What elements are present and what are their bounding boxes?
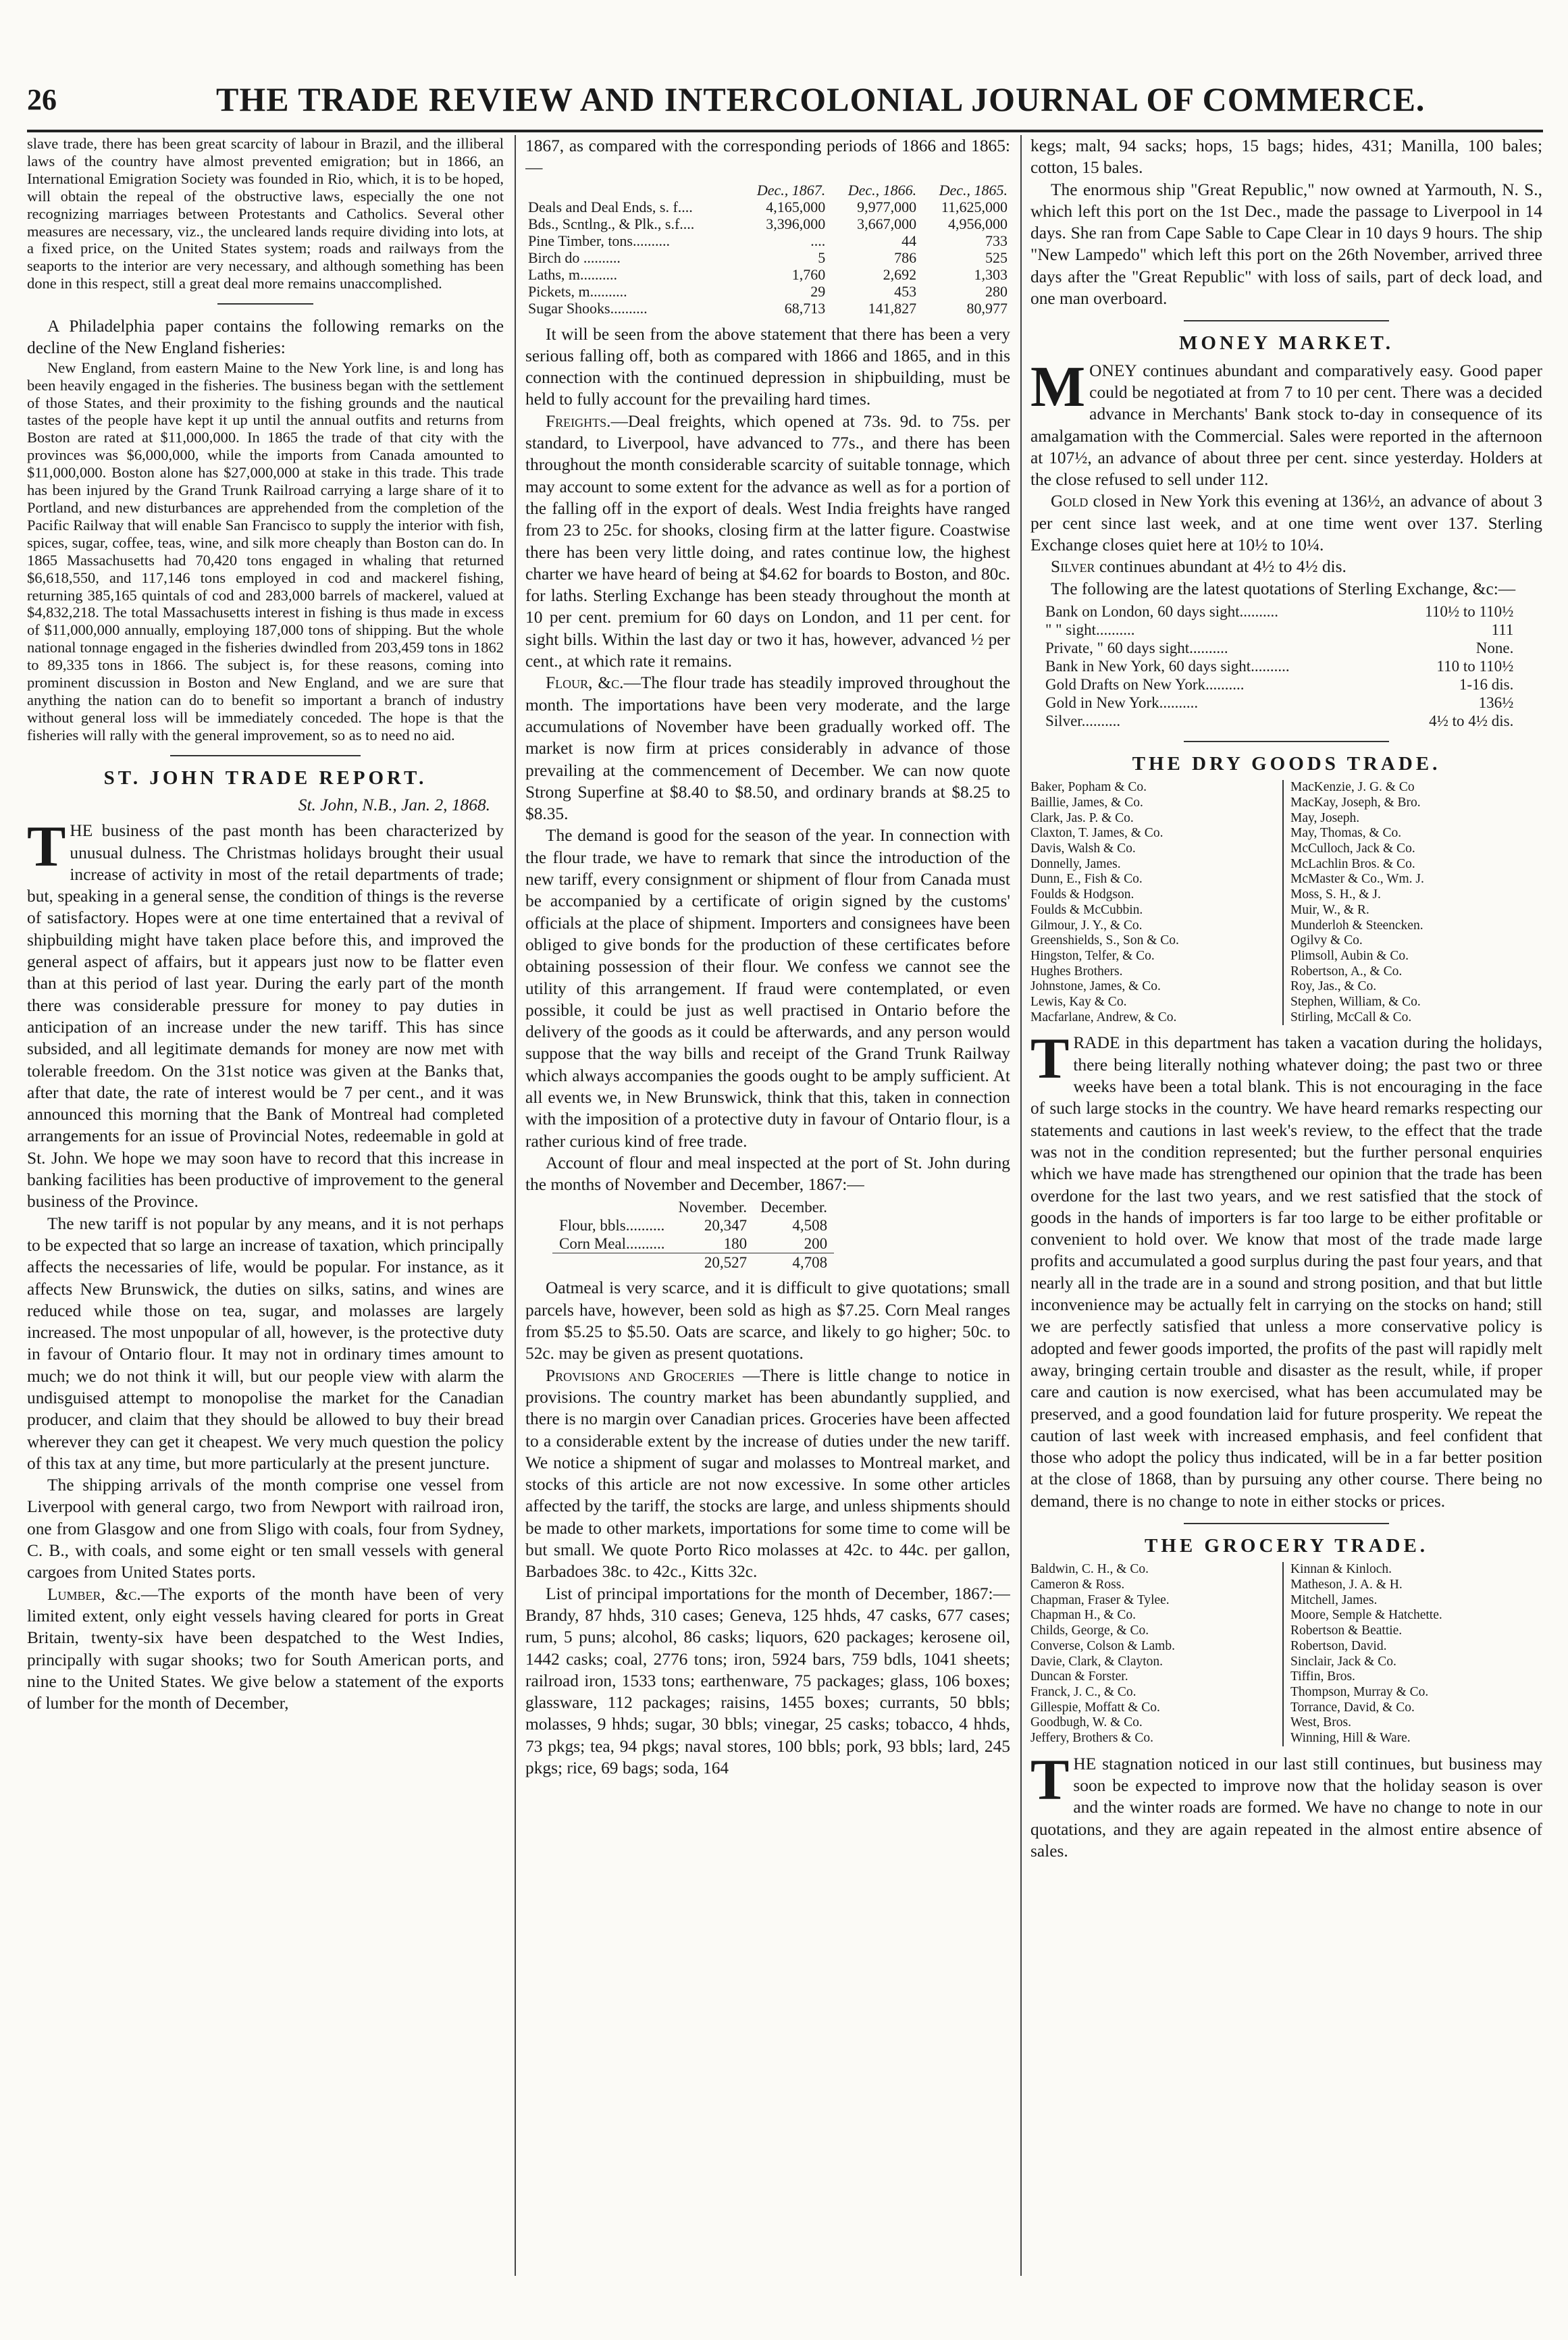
firm-name: Thompson, Murray & Co.: [1290, 1684, 1429, 1699]
firm-name: Converse, Colson & Lamb.: [1030, 1638, 1175, 1653]
firm-name: McMaster & Co., Wm. J.: [1290, 872, 1424, 887]
firm-name: Goodbugh, W. & Co.: [1030, 1715, 1143, 1730]
freights-label: Freights.: [546, 411, 611, 431]
cell: 200: [804, 1235, 828, 1253]
firm-name: May, Joseph.: [1290, 810, 1360, 825]
separator: [1184, 320, 1388, 321]
firm-name: Plimsoll, Aubin & Co.: [1290, 948, 1409, 963]
quotes-intro: The following are the latest quotations of Sterling Exchange, &c:—: [1051, 579, 1516, 598]
firm-list-left: [1030, 780, 1282, 1025]
table-row: [1044, 639, 1515, 657]
firm-name: Mitchell, James.: [1290, 1592, 1378, 1607]
table-corner: [552, 1198, 672, 1216]
firm-name: Roy, Jas., & Co.: [1290, 979, 1377, 994]
dry-goods-paragraph: [1030, 1026, 1542, 1512]
table-row: [525, 266, 1010, 283]
column-header: Dec., 1867.: [756, 181, 826, 199]
cell: 20,347: [704, 1217, 748, 1234]
table-row: [525, 300, 1010, 317]
row-label: Laths, m..........: [528, 265, 617, 283]
firm-name: Davie, Clark, & Clayton.: [1030, 1654, 1164, 1669]
stjohn-paragraph-2: The new tariff is not popular by any means, and it is not perhaps to be expected that so large an increase of taxation, which principally affects the necessaries of life, would be popular. For instance, as it affects New Brunswick, the duties on silks, satins, and wines are reduced while those on tea, sugar, and molasses are largely increased. The most unpopular of all, however, is the protective duty in favour of Ontario flour. It may not in ordinary times amount to much; we do not think it will, but our people view with alarm the undisguised attempt to monopolise the market for the Canadian producer, and claim that they should be allowed to buy their bread wherever they can get it cheapest. We very much question the policy of this tax at any time, but more particularly at the present juncture.: [27, 1214, 504, 1473]
quote-label: Bank on London, 60 days sight..........: [1045, 602, 1278, 620]
drop-cap: M: [1030, 353, 1086, 419]
column-divider: [1020, 135, 1022, 2276]
firm-name: Moore, Semple & Hatchette.: [1290, 1608, 1442, 1623]
cell: 68,713: [784, 299, 826, 317]
table-row: [552, 1234, 834, 1253]
stjohn-paragraph-3: The shipping arrivals of the month comprise one vessel from Liverpool with general cargo, two from Newport with railroad iron, one from Glasgow and one from Sligo with coals, four from Sydney, C. B., with coals, and some eight or ten small vessels with general cargoes from United States ports.: [27, 1476, 504, 1582]
cell: 11,625,000: [941, 198, 1008, 215]
flour-text: —The flour trade has steadily improved throughout the month. The importations have been very moderate, and the large accumulations of November have been gradually worked off. The market is now firm at prices considerably in advance of those prevailing at the commencement of December. We can now quote Strong Superfine at $8.40 to $8.50, and ordinary brands at $8.25 to $8.35.: [525, 673, 1010, 824]
quote-label: Private, " 60 days sight..........: [1045, 639, 1228, 656]
firm-name: Macfarlane, Andrew, & Co.: [1030, 1010, 1177, 1024]
firm-name: Torrance, David, & Co.: [1290, 1700, 1415, 1715]
silver-text: continues abundant at 4½ to 4½ dis.: [1095, 557, 1347, 577]
firm-name: Robertson, A., & Co.: [1290, 964, 1403, 979]
cell: 4,708: [754, 1253, 834, 1272]
cell: 4,508: [792, 1217, 828, 1234]
totals-row: [552, 1253, 834, 1272]
drop-cap: T: [27, 814, 66, 879]
gold-text: closed in New York this evening at 136½, an advance of about 3 per cent since last week, and at one time went over 137. Sterling Exchange closes quiet here at 10½ to 10¼.: [1030, 492, 1542, 555]
firm-name: Greenshields, S., Son & Co.: [1030, 933, 1179, 948]
table-corner: [525, 182, 737, 199]
money-text: ONEY continues abundant and comparatively easy. Good paper could be negotiated at from 7 to 10 per cent. There was a decided advance in Merchants' Bank stock to-day in consequence of its amalgamation with the Commercial. Sales were reported in the afternoon at 107½, an advance of about three per cent. since yesterday. Holders at the close refused to sell under 112.: [1030, 361, 1542, 490]
firm-name: Winning, Hill & Ware.: [1290, 1731, 1411, 1746]
firm-name: Chapman H., & Co.: [1030, 1608, 1136, 1623]
firm-name: Foulds & McCubbin.: [1030, 902, 1143, 917]
firm-name: Robertson, David.: [1290, 1638, 1387, 1653]
provisions-paragraph: [525, 1365, 1010, 1583]
row-label: [552, 1253, 672, 1272]
column-header: Dec., 1866.: [847, 181, 917, 199]
cell: 280: [985, 282, 1008, 300]
header-rule: [27, 130, 1543, 132]
row-label: Deals and Deal Ends, s. f....: [528, 198, 693, 215]
flour-inspection-table: [552, 1198, 834, 1272]
firm-name: Childs, George, & Co.: [1030, 1623, 1149, 1638]
seen-paragraph: It will be seen from the above statement that there has been a very serious falling off, both as compared with 1866 and 1865, and in this connection with the continued depression in shipbuilding, must be held to fully account for the prevailing hard times.: [525, 324, 1010, 409]
cell: ....: [810, 232, 826, 249]
cell: 80,977: [966, 299, 1008, 317]
table-row: [1044, 694, 1515, 712]
firm-name: Clark, Jas. P. & Co.: [1030, 810, 1134, 825]
cell: 1,303: [974, 265, 1008, 283]
firm-name: Muir, W., & R.: [1290, 902, 1369, 917]
firm-name: Lewis, Kay & Co.: [1030, 995, 1127, 1010]
firm-name: Hughes Brothers.: [1030, 964, 1123, 979]
column-3: [1030, 135, 1542, 2276]
table-row: [525, 199, 1010, 215]
lumber-text: —The exports of the month have been of very limited extent, only eight vessels having cleared for ports in Great Britain, twenty-six have been despatched to the West Indies, principally with sugar shooks; two for South American ports, and nine to the United States. We give below a statement of the exports of lumber for the month of December,: [27, 1584, 504, 1713]
table-row: [525, 283, 1010, 300]
stjohn-report-title: ST. JOHN TRADE REPORT.: [103, 766, 427, 789]
quote-label: Bank in New York, 60 days sight..........: [1045, 657, 1290, 675]
firm-name: Claxton, T. James, & Co.: [1030, 826, 1164, 841]
firm-name: Baldwin, C. H., & Co.: [1030, 1562, 1149, 1577]
drop-cap: T: [1030, 1746, 1070, 1812]
imports-paragraph: List of principal importations for the month of December, 1867:—Brandy, 87 hhds, 310 cases; Geneva, 125 hhds, 47 casks, 677 cases; rum, 5 puns; alcohol, 86 casks; liquors, 620 packages; kerosene oil, 1442 casks; coal, 2776 tons; iron, 5924 bars, 759 bdls, 1041 sheets; railroad iron, 1533 tons; earthenware, 75 packages; glass, 106 boxes; glassware, 112 packages; raisins, 1455 boxes; currants, 50 bbls; molasses, 9 hhds; sugar, 30 bbls; vinegar, 25 casks; tobacco, 4 hhds, 73 pkgs; tea, 94 pkgs; naval stores, 100 bbls; pork, 93 bbls; lard, 245 pkgs; rice, 69 bags; soda, 164: [525, 1584, 1010, 1777]
firm-name: McCulloch, Jack & Co.: [1290, 841, 1415, 856]
row-label: Pine Timber, tons..........: [528, 232, 670, 249]
firm-name: MacKenzie, J. G. & Co: [1290, 780, 1415, 795]
table-row: [1044, 657, 1515, 675]
firm-name: Kinnan & Kinloch.: [1290, 1562, 1392, 1577]
cell: 4,165,000: [766, 198, 826, 215]
grocery-firms: [1030, 1562, 1542, 1746]
firm-name: Ogilvy & Co.: [1290, 933, 1363, 948]
table-row: [1044, 675, 1515, 694]
row-label: Flour, bbls..........: [559, 1217, 665, 1234]
cell: 2,692: [883, 265, 917, 283]
cell: 3,667,000: [857, 215, 917, 232]
firm-name: Hingston, Telfer, & Co.: [1030, 948, 1155, 963]
money-paragraph: [1030, 353, 1542, 491]
page-number: 26: [27, 83, 57, 116]
table-row: [525, 249, 1010, 266]
imports-continued: kegs; malt, 94 sacks; hops, 15 bags; hides, 431; Manilla, 100 bales; cotton, 15 bales.: [1030, 136, 1542, 178]
table-row: [1044, 621, 1515, 639]
table-row: [1044, 602, 1515, 621]
gold-paragraph: [1030, 490, 1542, 556]
quote-value: 4½ to 4½ dis.: [1429, 712, 1514, 729]
cell: 1,760: [791, 265, 826, 283]
stjohn-paragraph-1: [27, 814, 504, 1212]
quote-value: 1-16 dis.: [1459, 675, 1514, 693]
quote-label: " " sight..........: [1045, 621, 1135, 638]
stjohn-paragraph-1-text: HE business of the past month has been characterized by unusual dulness. The Christmas holidays brought their usual increase of activity in most of the retail departments of trade; but, speaking in a general sense, the condition of things is the reverse of satisfactory. Hopes were at one time entertained that a revival of shipbuilding might have taken place before this, and improved the general aspect of affairs, but it appears just now to be flatter even than at this period of last year. During the early part of the month there was considerable pressure for money to pay duties in anticipation of an increase under the new tariff. This has since subsided, and all legitimate demands for money are now met with tolerable freedom. On the 31st notice was given at the Banks that, after that date, the rate of interest would be 7 per cent., and it was announced this morning that the Bank of Montreal had completed arrangements for an issue of Provincial Notes, redeemable in gold at St. John. We hope we may soon have to record that this increase in banking facilities has been productive of improvement to the general business of the Province.: [27, 821, 504, 1212]
page-header: [27, 73, 1540, 134]
cell: 20,527: [672, 1253, 754, 1272]
column-2: [525, 135, 1010, 2276]
firm-name: Baillie, James, & Co.: [1030, 795, 1143, 810]
firm-name: Munderloh & Steencken.: [1290, 918, 1423, 933]
quote-value: 110 to 110½: [1436, 657, 1514, 675]
freights-text: —Deal freights, which opened at 73s. 9d. to 75s. per standard, to Liverpool, have advanced to 77s., and there has been throughout the month considerable scarcity of suitable tonnage, which may account to some extent for the advance as well as for a portion of the falling off in the export of deals. West India freights have ranged from 23 to 25c. for shooks, closing firm at the latter figure. Coastwise there has been very little doing, and rates continue low, the highest charter we have heard of being at $4.62 for boards to Boston, and 80c. for laths. Sterling Exchange has been steady throughout the month at 10 per cent. premium for 60 days on London, and 11 per cent. for sight bills. Within the last day or two it has, however, advanced ½ per cent., at which rate it remains.: [525, 411, 1010, 671]
grocery-paragraph: [1030, 1746, 1542, 1862]
row-label: Birch do ..........: [528, 249, 621, 266]
firm-name: Robertson & Beattie.: [1290, 1623, 1403, 1638]
money-market-title: MONEY MARKET.: [1179, 332, 1394, 355]
firm-name: Sinclair, Jack & Co.: [1290, 1654, 1396, 1669]
row-label: Pickets, m..........: [528, 282, 627, 300]
grocery-title: THE GROCERY TRADE.: [1144, 1535, 1429, 1557]
quote-value: 110½ to 110½: [1425, 602, 1514, 620]
column-header: November.: [678, 1199, 748, 1216]
separator: [170, 755, 361, 756]
dry-goods-title: THE DRY GOODS TRADE.: [1132, 752, 1441, 775]
separator: [1184, 741, 1388, 742]
cell: 733: [985, 232, 1008, 249]
dry-goods-firms: [1030, 780, 1542, 1025]
stjohn-dateline: St. John, N.B., Jan. 2, 1868.: [298, 795, 490, 814]
flour-label: Flour, &c.: [546, 673, 624, 693]
firm-name: Cameron & Ross.: [1030, 1578, 1125, 1592]
table-row: [552, 1216, 834, 1234]
cell: 4,956,000: [948, 215, 1008, 232]
firm-name: West, Bros.: [1290, 1715, 1351, 1730]
cell: 3,396,000: [766, 215, 826, 232]
firm-name: Chapman, Fraser & Tylee.: [1030, 1592, 1170, 1607]
ship-paragraph: The enormous ship "Great Republic," now owned at Yarmouth, N. S., which left this port on the 1st Dec., made the passage to Liverpool in 14 days. She ran from Cape Sable to Cape Clear in 10 days 9 hours. The ship "New Lampedo" which left this port on the 26th November, arrived three days after the "Great Republic" with loss of sails, part of deck load, and one man overboard.: [1030, 180, 1542, 309]
firm-name: May, Thomas, & Co.: [1290, 826, 1402, 841]
journal-title: THE TRADE REVIEW AND INTERCOLONIAL JOURNAL OF COMMERCE.: [216, 80, 1426, 118]
separator: [217, 303, 313, 305]
firm-name: Johnstone, James, & Co.: [1030, 979, 1161, 994]
cell: 453: [894, 282, 917, 300]
lumber-label: Lumber, &c.: [47, 1584, 141, 1604]
firm-name: Stephen, William, & Co.: [1290, 995, 1421, 1010]
lumber-paragraph: [27, 1584, 504, 1715]
quote-value: 111: [1491, 621, 1514, 638]
lumber-exports-table: [525, 182, 1010, 317]
silver-paragraph: [1030, 556, 1542, 577]
cell: 786: [894, 249, 917, 266]
firm-name: Matheson, J. A. & H.: [1290, 1578, 1403, 1592]
brazil-paragraph: slave trade, there has been great scarcity of labour in Brazil, and the illiberal laws of the country have almost prevented emigration; but in 1866, an International Emigration Society was founded in Rio, which, it is to be hoped, will obtain the repeal of the obstructive laws, especially the one not recognizing marriages between Protestants and Catholics. Several other measures are necessary, viz., the uncleared lands require dividing into lots, at a fixed price, on the United States system; roads and railways from the seaports to the interior are very necessary, and although something has been done in this respect, still a great deal more remains unaccomplished.: [27, 135, 504, 292]
provisions-text: —There is little change to notice in provisions. The country market has been abundantly supplied, and there is no margin over Canadian prices. Groceries have been affected to a considerable extent by the increase of duties under the new tariff. We notice a shipment of sugar and molasses to Montreal market, and stocks of this article are not now excessive. In some other articles affected by the tariff, the stocks are large, and unless shipments should be made to other markets, importations for some time to come will be but small. We quote Porto Rico molasses at 42c. to 44c. per gallon, Barbadoes 38c. to 42c., Kitts 32c.: [525, 1366, 1010, 1582]
silver-label: Silver: [1051, 557, 1095, 577]
firm-list-right: [1282, 780, 1542, 1025]
quote-label: Gold Drafts on New York..........: [1045, 675, 1245, 693]
column-header: December.: [760, 1199, 828, 1216]
row-label: Bds., Scntlng., & Plk., s.f....: [528, 215, 695, 232]
quote-value: 136½: [1478, 694, 1514, 711]
provisions-label: Provisions and Groceries: [546, 1366, 735, 1385]
quote-label: Gold in New York..........: [1045, 694, 1199, 711]
firm-name: Gilmour, J. Y., & Co.: [1030, 918, 1143, 933]
firm-list-right: [1282, 1562, 1542, 1746]
separator: [1184, 1523, 1388, 1524]
column-divider: [515, 135, 516, 2276]
firm-list-left: [1030, 1562, 1282, 1746]
firm-name: Moss, S. H., & J.: [1290, 887, 1381, 902]
quote-label: Silver..........: [1045, 712, 1121, 729]
firm-name: Dunn, E., Fish & Co.: [1030, 872, 1143, 887]
drop-cap: T: [1030, 1026, 1070, 1091]
firm-name: Foulds & Hodgson.: [1030, 887, 1134, 902]
table-row: [525, 215, 1010, 232]
philadelphia-intro: A Philadelphia paper contains the following remarks on the decline of the New England fisheries:: [27, 317, 504, 358]
firm-name: Davis, Walsh & Co.: [1030, 841, 1136, 856]
freights-paragraph: [525, 411, 1010, 673]
cell: 29: [810, 282, 826, 300]
table-row: [525, 232, 1010, 249]
cell: 9,977,000: [857, 198, 917, 215]
firm-name: Baker, Popham & Co.: [1030, 780, 1147, 795]
lumber-continued: 1867, as compared with the corresponding periods of 1866 and 1865:—: [525, 136, 1010, 178]
firm-name: Jeffery, Brothers & Co.: [1030, 1731, 1153, 1746]
dry-goods-text: RADE in this department has taken a vacation during the holidays, there being literally nothing whatever doing; the past two or three weeks have been a total blank. This is not encouraging in the face of such large stocks in the country. We have heard remarks respecting our statements and cautions in last week's review, to the effect that the trade was not in the condition represented; but the further personal enquiries which we have made has strengthened our opinion that the trade has been overdone for the last two years, and we rest satisfied that the stock of goods in the hands of importers is far too large to be either profitable or convenient to hold over. We know that most of the trade made large profits and accumulated a good surplus during the past four years, and that nearly all in the trade are in a sound and strong position, and that but little inconvenience may be actually felt in carrying on the stocks on hand; still we are perfectly satisfied that unless a more conservative policy is adopted and fewer goods imported, the profits of the past will rapidly melt away, bringing certain trouble and disaster as the result, while, if proper care and caution is now exercised, what has been accumulated may be preserved, and a good foundation laid for future prosperity. We repeat the caution of last week with increased emphasis, and feel confident that those who adopt the policy thus indicated, will be in a far better position at the close of 1868, than by pursuing any other course. There being no demand, there is no change to note in either stocks or prices.: [1030, 1033, 1542, 1511]
quote-value: None.: [1475, 639, 1514, 656]
cell: 5: [818, 249, 826, 266]
row-label: Corn Meal..........: [559, 1235, 665, 1253]
cell: 44: [901, 232, 917, 249]
cell: 141,827: [868, 299, 917, 317]
grocery-text: HE stagnation noticed in our last still continues, but business may soon be expected to improve now that the holiday season is over and the winter roads are formed. We have no change to note in our quotations, and they are again repeated in the almost entire absence of sales.: [1030, 1754, 1542, 1861]
cell: 180: [723, 1235, 748, 1253]
account-paragraph: Account of flour and meal inspected at the port of St. John during the months of November and December, 1867:—: [525, 1153, 1010, 1195]
column-1: [27, 135, 504, 2276]
flour-paragraph: [525, 672, 1010, 825]
table-row: [1044, 712, 1515, 730]
row-label: Sugar Shooks..........: [528, 299, 648, 317]
firm-name: MacKay, Joseph, & Bro.: [1290, 795, 1421, 810]
firm-name: Tiffin, Bros.: [1290, 1669, 1355, 1684]
exchange-quotes-table: [1044, 602, 1515, 730]
firm-name: McLachlin Bros. & Co.: [1290, 856, 1415, 871]
column-header: Dec., 1865.: [939, 181, 1008, 199]
gold-label: Gold: [1051, 492, 1089, 511]
firm-name: Duncan & Forster.: [1030, 1669, 1128, 1684]
philadelphia-quote: New England, from eastern Maine to the New York line, is and long has been heavily engaged in the fisheries. The business began with the settlement of those States, and their proximity to the fishing grounds and the nautical tastes of the people have kept it up until the annual outfits and returns from Boston are rated at $11,000,000. In 1865 the trade of that city with the provinces was $6,000,000, while the imports from Canada amounted to $11,000,000. Boston alone has $27,000,000 at stake in this trade. This trade has been injured by the Grand Trunk Railroad carrying a large share of it to Portland, and new disturbances are apprehended from the completion of the Pacific Railway that will enable San Francisco to supply the interior with fish, spices, sugar, coffee, teas, wine, and silk more cheaply than Boston can do. In 1865 Massachusetts had 70,420 tons engaged in whaling that returned $6,618,550, and 117,146 tons employed in cod and mackerel fishing, returning 385,165 quintals of cod and 283,000 barrels of mackerel, valued at $4,832,218. The total Massachusetts interest in fishing is thus made in excess of $11,000,000 annually, employing 187,000 tons of shipping. But the whole national tonnage engaged in the fisheries dwindled from 203,459 tons in 1862 to 89,335 tons in 1866. The subject is, for these reasons, coming into prominent discussion in Boston and New England, and we are sure that anything the nation can do to benefit so important a branch of industry without general loss will be immediately conceded. The hope is that the fisheries will rally with the general improvement, so as to need no aid.: [27, 359, 504, 744]
firm-name: Stirling, McCall & Co.: [1290, 1010, 1412, 1024]
firm-name: Donnelly, James.: [1030, 856, 1121, 871]
cell: 525: [985, 249, 1008, 266]
demand-paragraph: The demand is good for the season of the year. In connection with the flour trade, we have to remark that since the introduction of the new tariff, every consignment or shipment of flour from Canada must be accompanied by a certificate of origin signed by the customs' officials at the place of shipment. Importers and consignees have been obliged to give bonds for the production of these certificates before obtaining possession of their flour. We confess we cannot see the utility of this arrangement. If fraud were contemplated, or even possible, it could be just as well practised in Ontario before the delivery of the goods as it could be afterwards, and any person would suppose that the way bills and receipt of the Grand Trunk Railway which always accompanies the goods ought to be amply sufficient. At all events we, in New Brunswick, think that this, taken in connection with the imposition of a protective duty in favour of Ontario flour, is a rather curious kind of free trade.: [525, 826, 1010, 1151]
oatmeal-paragraph: Oatmeal is very scarce, and it is difficult to give quotations; small parcels have, however, been sold as high as $7.25. Corn Meal ranges from $5.25 to $5.50. Oats are scarce, and likely to go higher; 50c. to 52c. may be given as present quotations.: [525, 1278, 1010, 1363]
firm-name: Franck, J. C., & Co.: [1030, 1684, 1136, 1699]
firm-name: Gillespie, Moffatt & Co.: [1030, 1700, 1160, 1715]
